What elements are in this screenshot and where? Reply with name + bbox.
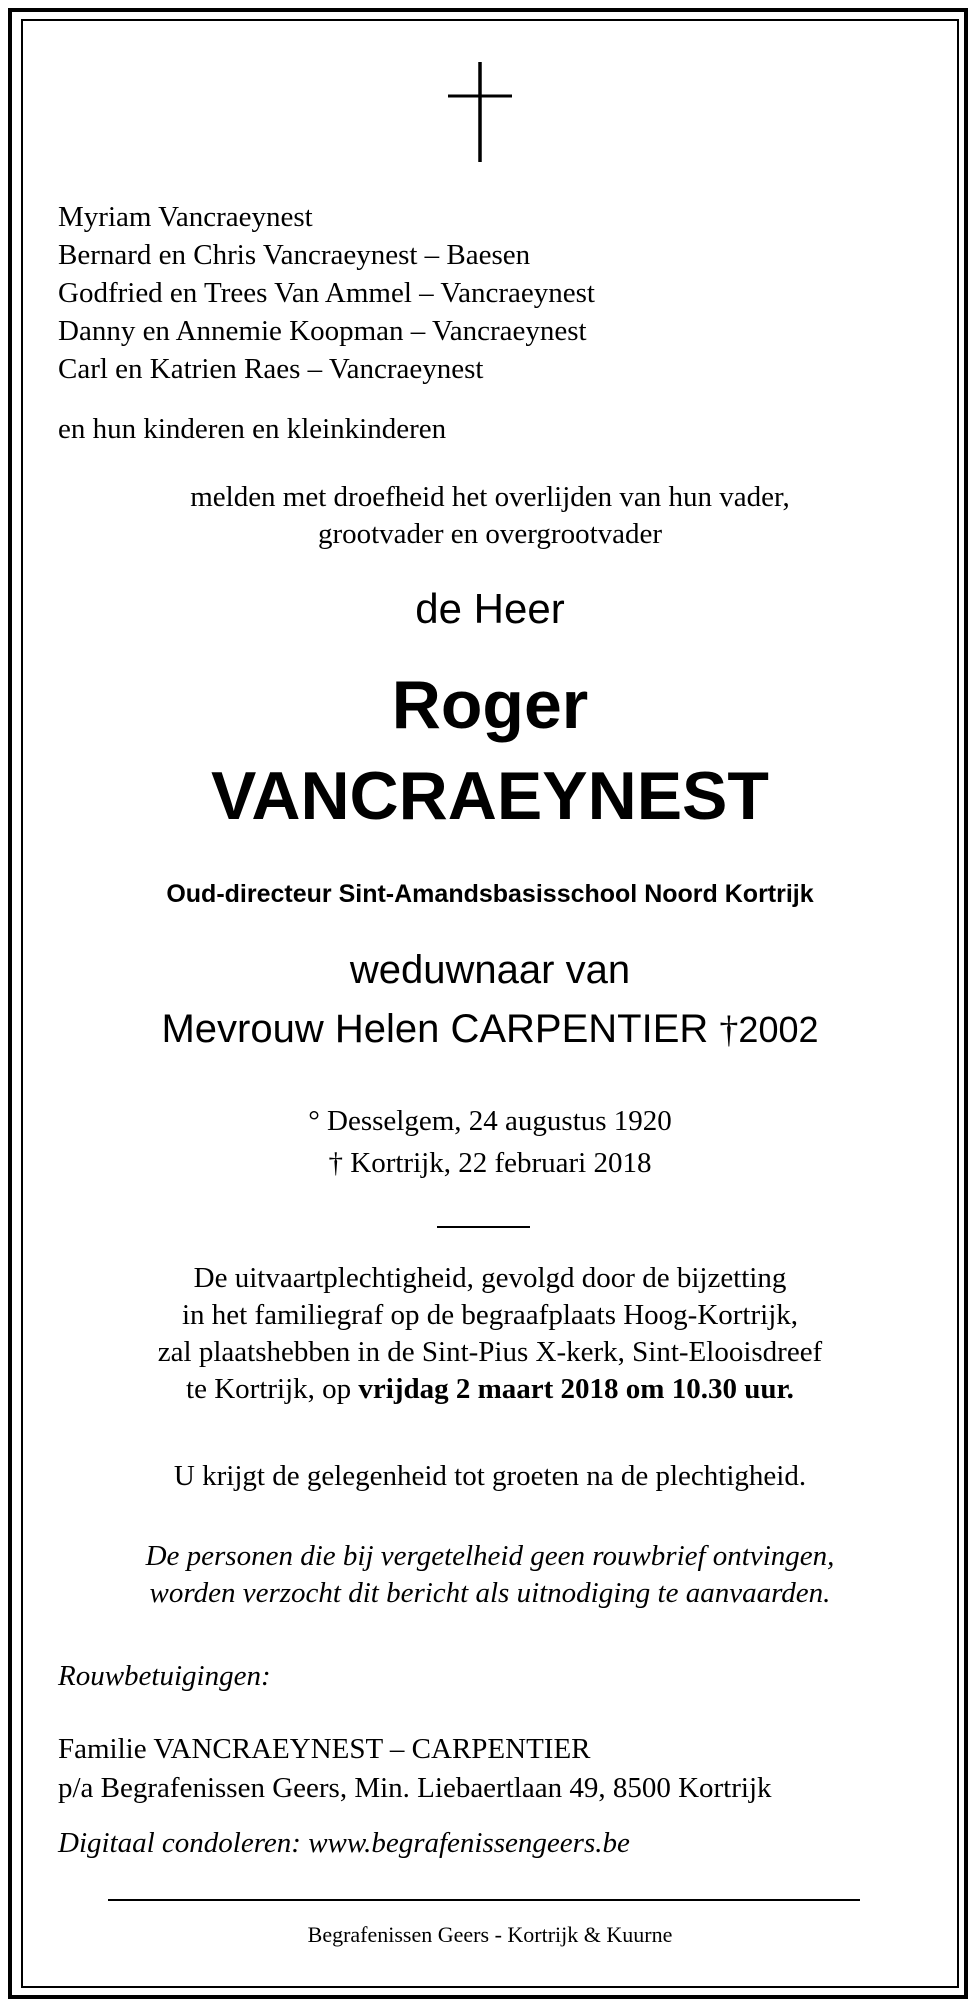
children-line: en hun kinderen en kleinkinderen (58, 413, 447, 445)
cross-icon (445, 58, 515, 166)
family-line: Myriam Vancraeynest (58, 201, 313, 233)
spouse-name: Mevrouw Helen CARPENTIER (161, 1007, 709, 1051)
family-line: Danny en Annemie Koopman – Vancraeynest (58, 315, 587, 347)
salutation: de Heer (415, 585, 565, 632)
undertaker-footer: Begrafenissen Geers - Kortrijk & Kuurne (307, 1922, 673, 1947)
separator (437, 1226, 530, 1228)
cross-symbol: † (719, 1009, 739, 1051)
spouse-line (0, 1007, 980, 1052)
deceased-first-name: Roger (391, 667, 589, 743)
ceremony-line (0, 1373, 980, 1406)
announcement-line: grootvader en overgrootvader (317, 518, 663, 550)
family-line: Bernard en Chris Vancraeynest – Baesen (58, 239, 531, 271)
ceremony-line: in het familiegraf op de begraafplaats Hoog-Kortrijk, (181, 1299, 799, 1331)
ceremony-datetime: vrijdag 2 maart 2018 om 10.30 uur. (358, 1373, 794, 1405)
ceremony-line: zal plaatshebben in de Sint-Pius X-kerk, Sint-Elooisdreef (157, 1336, 823, 1368)
family-list (58, 198, 595, 388)
ceremony-line-prefix: te Kortrijk, op (186, 1373, 359, 1405)
notice-line: worden verzocht dit bericht als uitnodiging te aanvaarden. (149, 1577, 831, 1609)
deceased-last-name: VANCRAEYNEST (211, 758, 769, 834)
condolences-family: Familie VANCRAEYNEST – CARPENTIER (58, 1733, 591, 1765)
death-line: † Kortrijk, 22 februari 2018 (328, 1147, 652, 1179)
announcement-line: melden met droefheid het overlijden van hun vader, (190, 481, 790, 513)
widower-line: weduwnaar van (349, 948, 631, 992)
occupation: Oud-directeur Sint-Amandsbasisschool Noord Kortrijk (166, 880, 814, 908)
ceremony-line: De uitvaartplechtigheid, gevolgd door de bijzetting (193, 1262, 787, 1294)
spouse-death-year: 2002 (738, 1009, 819, 1050)
family-line: Carl en Katrien Raes – Vancraeynest (58, 353, 484, 385)
notice-line: De personen die bij vergetelheid geen rouwbrief ontvingen, (145, 1540, 835, 1572)
digital-condolence-link[interactable]: Digitaal condoleren: www.begrafenissengeers.be (58, 1827, 630, 1859)
family-line: Godfried en Trees Van Ammel – Vancraeynest (58, 277, 595, 309)
condolences-heading: Rouwbetuigingen: (58, 1660, 271, 1692)
footer-divider (108, 1899, 860, 1901)
birth-line: ° Desselgem, 24 augustus 1920 (308, 1105, 672, 1137)
condolences-address: p/a Begrafenissen Geers, Min. Liebaertlaan 49, 8500 Kortrijk (58, 1772, 772, 1804)
greeting-line: U krijgt de gelegenheid tot groeten na de plechtigheid. (173, 1460, 807, 1492)
